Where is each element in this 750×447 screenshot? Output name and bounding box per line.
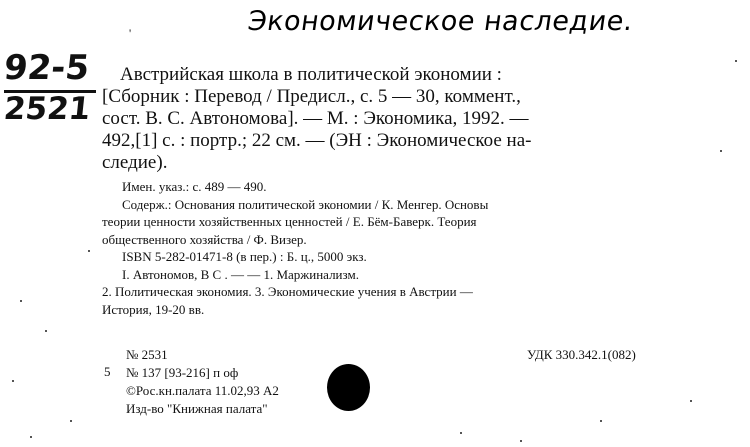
shelfmark-bottom: 2521	[2, 91, 93, 127]
card-number: № 2531	[126, 347, 168, 362]
handwritten-series-title: Экономическое наследие.	[245, 6, 636, 37]
title-line: Австрийская школа в политической экономии :	[120, 64, 502, 85]
description-line: [Сборник : Перевод / Предисл., с. 5 — 30, коммент.,	[102, 86, 521, 107]
subjects-line: 2. Политическая экономия. 3. Экономические учения в Австрии —	[102, 284, 473, 299]
copies-count: 5	[104, 364, 111, 379]
chamber-line: ©Рос.кн.палата 11.02,93 А2	[126, 383, 279, 398]
contents-line: Содерж.: Основания политической экономии / К. Менгер. Основы	[122, 196, 489, 212]
subjects-line: История, 19-20 вв.	[102, 301, 205, 317]
printing-info	[126, 364, 279, 418]
description-line: 492,[1] с. : портр.; 22 см. — (ЭН : Экономическое на-	[102, 130, 532, 151]
description-line: сост. В. С. Автономова]. — М. : Экономика, 1992. —	[102, 108, 529, 129]
pencil-tick-mark: '	[129, 26, 132, 40]
card-details	[102, 178, 682, 318]
contents-line: теории ценности хозяйственных ценностей / Е. Бём-Баверк. Теория	[102, 214, 477, 229]
order-line: № 137 [93-216] п оф	[126, 365, 239, 380]
isbn-line: ISBN 5-282-01471-8 (в пер.) : Б. ц., 5000 экз.	[122, 249, 367, 264]
index-note: Имен. указ.: с. 489 — 490.	[122, 179, 267, 194]
bibliographic-description	[102, 64, 682, 174]
description-line: следие).	[102, 152, 168, 173]
udk-classification: УДК 330.342.1(082)	[527, 347, 636, 362]
shelfmark-top: 92-5	[1, 48, 92, 88]
subjects-line: I. Автономов, В С . — — 1. Маржинализм.	[122, 266, 359, 282]
ink-stamp-blot	[327, 364, 370, 411]
contents-line: общественного хозяйства / Ф. Визер.	[102, 231, 307, 247]
publisher-line: Изд-во "Книжная палата"	[126, 401, 268, 416]
